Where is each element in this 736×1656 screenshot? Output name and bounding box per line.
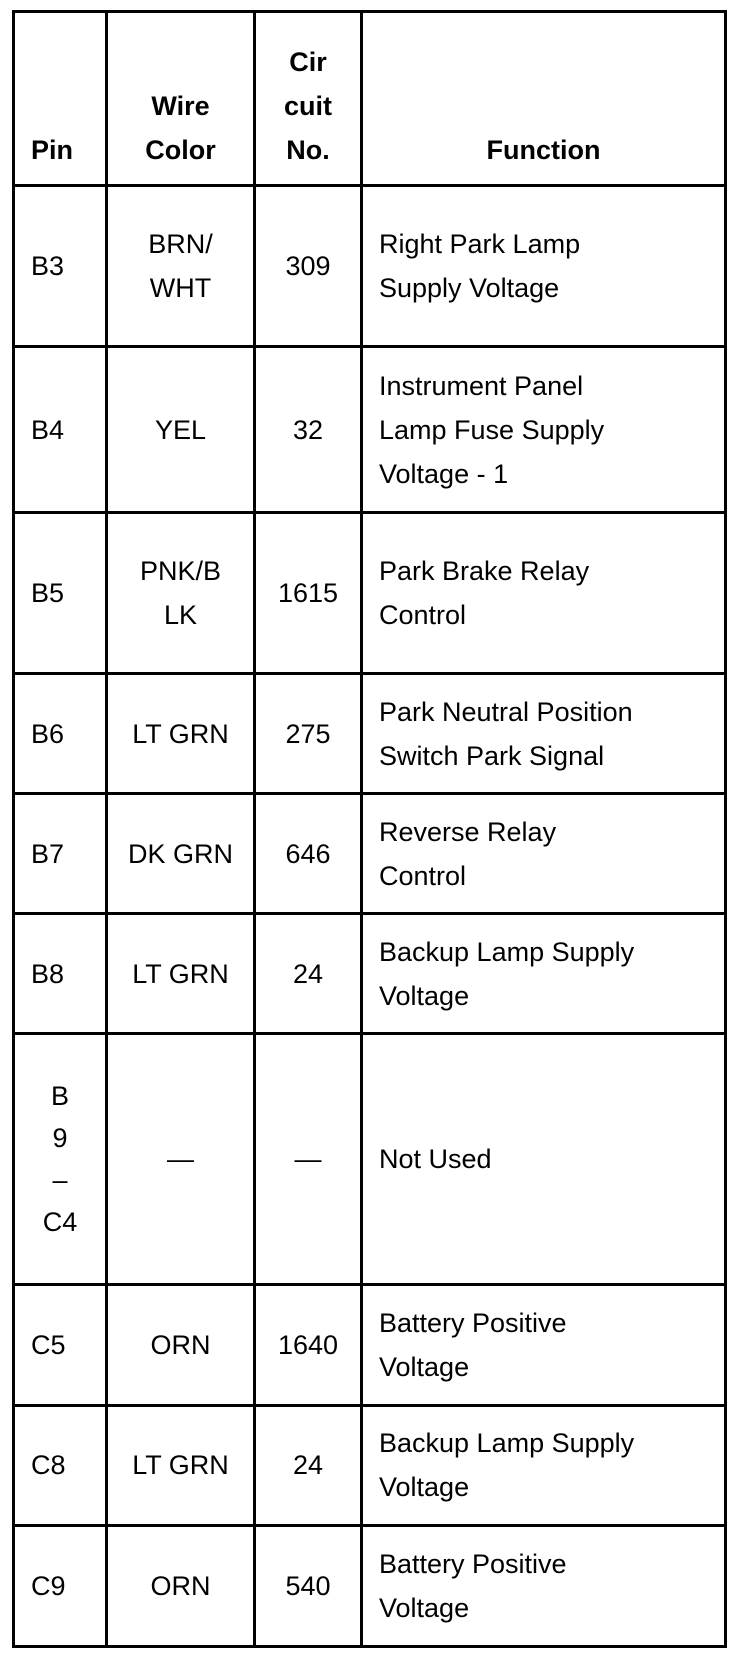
table-row <box>14 674 726 794</box>
pin-cell: B7 <box>14 794 107 914</box>
function-cell <box>362 1285 726 1405</box>
table-row <box>14 1034 726 1285</box>
function-cell <box>362 186 726 347</box>
wire-color-text: BRN/ <box>148 228 213 259</box>
circuit-number-cell: 540 <box>255 1525 362 1646</box>
wire-color-cell: ORN <box>107 1525 255 1646</box>
function-text: Not Used <box>379 1144 492 1175</box>
header-text: cuit <box>283 91 332 121</box>
circuit-number-cell: 275 <box>255 674 362 794</box>
header-row <box>14 12 726 186</box>
circuit-number-cell: 24 <box>255 1405 362 1525</box>
function-cell <box>362 1405 726 1525</box>
table-row <box>14 1525 726 1646</box>
circuit-number-cell: 1615 <box>255 513 362 674</box>
function-cell <box>362 914 726 1034</box>
wire-color-text: WHT <box>149 272 212 303</box>
table-row <box>14 794 726 914</box>
pin-column-header: Pin <box>14 12 107 186</box>
function-text: Voltage <box>379 1351 470 1382</box>
function-text: Park Neutral Position <box>379 696 633 727</box>
wire-color-cell <box>107 186 255 347</box>
header-text: Wire <box>151 91 210 121</box>
pin-cell <box>14 1034 107 1285</box>
pin-cell: C8 <box>14 1405 107 1525</box>
table-row <box>14 1405 726 1525</box>
function-text: Voltage <box>379 1472 470 1503</box>
function-cell <box>362 513 726 674</box>
function-text: Voltage <box>379 1592 470 1623</box>
pin-cell: C5 <box>14 1285 107 1405</box>
wire-color-text: LK <box>163 600 198 631</box>
wire-color-text: PNK/B <box>139 556 222 587</box>
pin-cell: B6 <box>14 674 107 794</box>
wire-color-cell: ORN <box>107 1285 255 1405</box>
pin-text: B <box>50 1081 69 1112</box>
function-cell <box>362 346 726 513</box>
wire-color-cell: LT GRN <box>107 1405 255 1525</box>
pin-cell: B5 <box>14 513 107 674</box>
connector-pinout-table <box>12 10 727 1648</box>
header-text: Cir <box>289 47 327 77</box>
function-text: Instrument Panel <box>379 370 584 401</box>
function-text: Switch Park Signal <box>379 740 605 771</box>
function-text: Right Park Lamp <box>379 228 581 259</box>
pin-text: C4 <box>42 1207 78 1238</box>
wire-color-cell <box>107 513 255 674</box>
wire-color-cell: LT GRN <box>107 674 255 794</box>
function-text: Park Brake Relay <box>379 556 590 587</box>
wire-color-cell: LT GRN <box>107 914 255 1034</box>
table-row <box>14 914 726 1034</box>
function-text: Backup Lamp Supply <box>379 1428 635 1459</box>
wire-color-column-header <box>107 12 255 186</box>
circuit-number-cell: 646 <box>255 794 362 914</box>
function-text: Voltage <box>379 980 470 1011</box>
circuit-number-cell: 32 <box>255 346 362 513</box>
function-text: Battery Positive <box>379 1548 567 1579</box>
function-text: Battery Positive <box>379 1307 567 1338</box>
wire-color-cell: — <box>107 1034 255 1285</box>
function-cell <box>362 674 726 794</box>
table-row <box>14 1285 726 1405</box>
function-cell <box>362 794 726 914</box>
wire-color-cell: YEL <box>107 346 255 513</box>
function-cell <box>362 1034 726 1285</box>
function-text: Backup Lamp Supply <box>379 936 635 967</box>
function-cell <box>362 1525 726 1646</box>
pin-text: 9 <box>52 1123 68 1154</box>
wire-color-cell: DK GRN <box>107 794 255 914</box>
table-row <box>14 513 726 674</box>
function-text: Lamp Fuse Supply <box>379 414 605 445</box>
header-text: Color <box>145 135 216 165</box>
header-text: No. <box>286 135 330 165</box>
function-text: Control <box>379 860 467 891</box>
pin-cell: C9 <box>14 1525 107 1646</box>
pin-cell: B8 <box>14 914 107 1034</box>
table-row <box>14 186 726 347</box>
function-text: Voltage - 1 <box>379 458 509 489</box>
function-text: Supply Voltage <box>379 272 560 303</box>
circuit-number-cell: — <box>255 1034 362 1285</box>
circuit-number-cell: 24 <box>255 914 362 1034</box>
circuit-number-cell: 1640 <box>255 1285 362 1405</box>
function-text: Control <box>379 600 467 631</box>
pin-text: – <box>52 1165 68 1196</box>
function-column-header: Function <box>362 12 726 186</box>
pin-cell: B3 <box>14 186 107 347</box>
function-text: Reverse Relay <box>379 816 557 847</box>
pin-cell: B4 <box>14 346 107 513</box>
table-row <box>14 346 726 513</box>
circuit-number-column-header <box>255 12 362 186</box>
circuit-number-cell: 309 <box>255 186 362 347</box>
